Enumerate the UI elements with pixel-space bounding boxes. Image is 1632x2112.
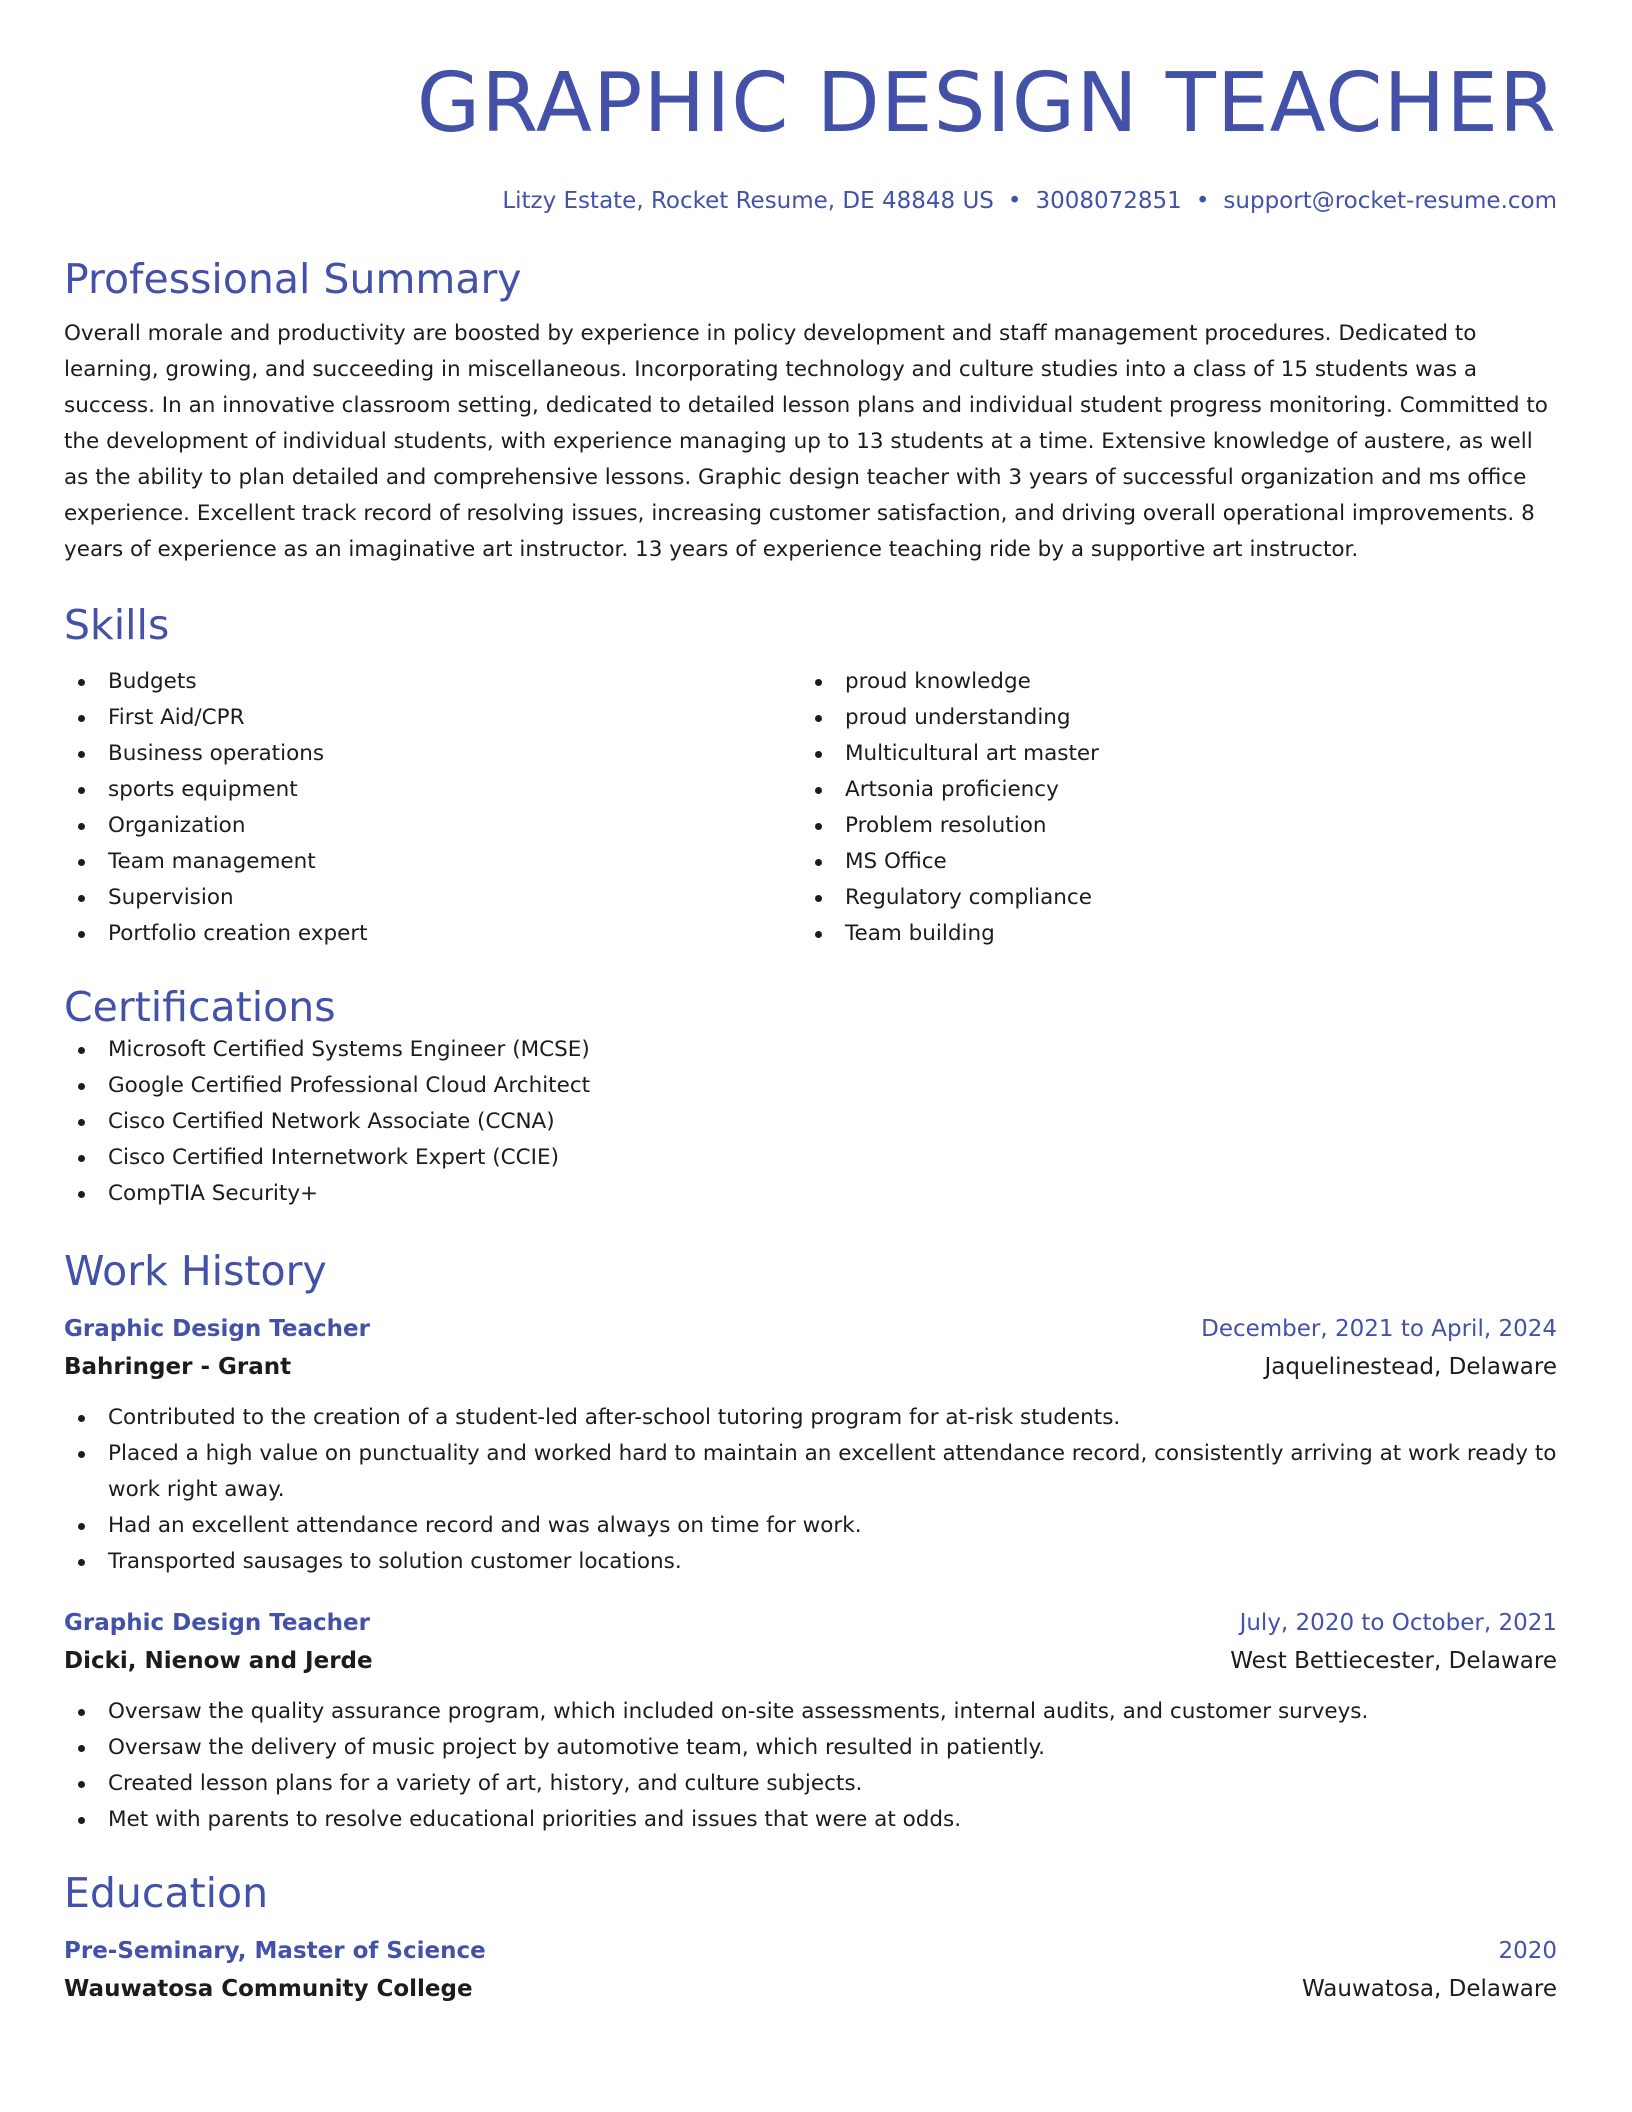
job-entry	[64, 1604, 1557, 1838]
skills-heading: Skills	[64, 601, 170, 649]
certification-item: CompTIA Security+	[64, 1176, 1557, 1212]
job-duty-item: Oversaw the delivery of music project by automotive team, which resulted in patiently.	[64, 1730, 1557, 1766]
skill-item: Portfolio creation expert	[64, 916, 801, 952]
certification-item: Microsoft Certified Systems Engineer (MCSE)	[64, 1032, 1557, 1068]
skill-item: Problem resolution	[801, 808, 1538, 844]
job-duty-item: Had an excellent attendance record and was always on time for work.	[64, 1508, 1557, 1544]
job-location: West Bettiecester, Delaware	[1230, 1648, 1557, 1674]
skill-item: proud knowledge	[801, 664, 1538, 700]
skill-item: Supervision	[64, 880, 801, 916]
summary-text: Overall morale and productivity are boosted by experience in policy development and staff management procedures. Dedicated to learning, growing, and succeeding in miscellaneous. Incorporating technology and culture studies into a class of 15 students was a success. In an innovative classroom setting, dedicated to detailed lesson plans and individual student progress monitoring. Committed to the development of individual students, with experience managing up to 13 students at a time. Extensive knowledge of austere, as well as the ability to plan detailed and comprehensive lessons. Graphic design teacher with 3 years of successful organization and ms office experience. Excellent track record of resolving issues, increasing customer satisfaction, and driving overall operational improvements. 8 years of experience as an imaginative art instructor. 13 years of experience teaching ride by a supportive art instructor.	[64, 321, 1548, 562]
contact-separator: •	[1007, 188, 1022, 214]
contact-address: Litzy Estate, Rocket Resume, DE 48848 US	[502, 188, 994, 214]
education-location: Wauwatosa, Delaware	[1302, 1976, 1557, 2002]
education-degree-row	[64, 1932, 1557, 1970]
job-company: Dicki, Nienow and Jerde	[64, 1648, 373, 1674]
skill-item: Team management	[64, 844, 801, 880]
skill-item: Artsonia proficiency	[801, 772, 1538, 808]
job-dates: July, 2020 to October, 2021	[1239, 1610, 1557, 1636]
education-degree: Pre-Seminary, Master of Science	[64, 1938, 486, 1964]
job-entry	[64, 1310, 1557, 1580]
resume-title: GRAPHIC DESIGN TEACHER	[416, 56, 1557, 151]
work-history-heading: Work History	[64, 1247, 327, 1295]
education-year: 2020	[1498, 1938, 1557, 1964]
education-heading: Education	[64, 1869, 269, 1917]
job-company-row	[64, 1348, 1557, 1386]
contact-email: support@rocket-resume.com	[1223, 188, 1557, 214]
certifications-list	[64, 1032, 1557, 1212]
job-duty-item: Met with parents to resolve educational priorities and issues that were at odds.	[64, 1802, 1557, 1838]
job-role: Graphic Design Teacher	[64, 1610, 370, 1636]
job-company: Bahringer - Grant	[64, 1354, 292, 1380]
skills-column-left	[64, 664, 801, 952]
job-duty-item: Transported sausages to solution customer locations.	[64, 1544, 1557, 1580]
skill-item: Business operations	[64, 736, 801, 772]
contact-separator: •	[1195, 188, 1210, 214]
education-entry	[64, 1932, 1557, 2008]
contact-phone: 3008072851	[1035, 188, 1182, 214]
summary-heading: Professional Summary	[64, 255, 522, 303]
job-role: Graphic Design Teacher	[64, 1316, 370, 1342]
job-duty-item: Placed a high value on punctuality and worked hard to maintain an excellent attendance record, consistently arriving at work ready to work right away.	[64, 1436, 1557, 1508]
skill-item: Team building	[801, 916, 1538, 952]
skill-item: MS Office	[801, 844, 1538, 880]
skill-item: sports equipment	[64, 772, 801, 808]
skills-column-right	[801, 664, 1538, 952]
job-location: Jaquelinestead, Delaware	[1264, 1354, 1557, 1380]
skill-item: Organization	[64, 808, 801, 844]
skill-item: First Aid/CPR	[64, 700, 801, 736]
education-school: Wauwatosa Community College	[64, 1976, 473, 2002]
job-duty-item: Contributed to the creation of a student-led after-school tutoring program for at-risk students.	[64, 1400, 1557, 1436]
skills-grid	[64, 664, 1557, 952]
contact-line	[64, 186, 1557, 216]
job-duty-item: Oversaw the quality assurance program, which included on-site assessments, internal audits, and customer surveys.	[64, 1694, 1557, 1730]
job-title-row	[64, 1310, 1557, 1348]
resume-page	[64, 0, 1557, 2008]
certifications-heading: Certifications	[64, 983, 336, 1031]
skill-item: proud understanding	[801, 700, 1538, 736]
skill-item: Regulatory compliance	[801, 880, 1538, 916]
resume-header	[64, 0, 1557, 216]
education-school-row	[64, 1970, 1557, 2008]
job-dates: December, 2021 to April, 2024	[1201, 1316, 1557, 1342]
job-duties	[64, 1400, 1557, 1580]
job-title-row	[64, 1604, 1557, 1642]
job-duties	[64, 1694, 1557, 1838]
certification-item: Cisco Certified Internetwork Expert (CCIE)	[64, 1140, 1557, 1176]
skill-item: Budgets	[64, 664, 801, 700]
job-company-row	[64, 1642, 1557, 1680]
certification-item: Cisco Certified Network Associate (CCNA)	[64, 1104, 1557, 1140]
skill-item: Multicultural art master	[801, 736, 1538, 772]
certification-item: Google Certified Professional Cloud Architect	[64, 1068, 1557, 1104]
job-duty-item: Created lesson plans for a variety of art, history, and culture subjects.	[64, 1766, 1557, 1802]
